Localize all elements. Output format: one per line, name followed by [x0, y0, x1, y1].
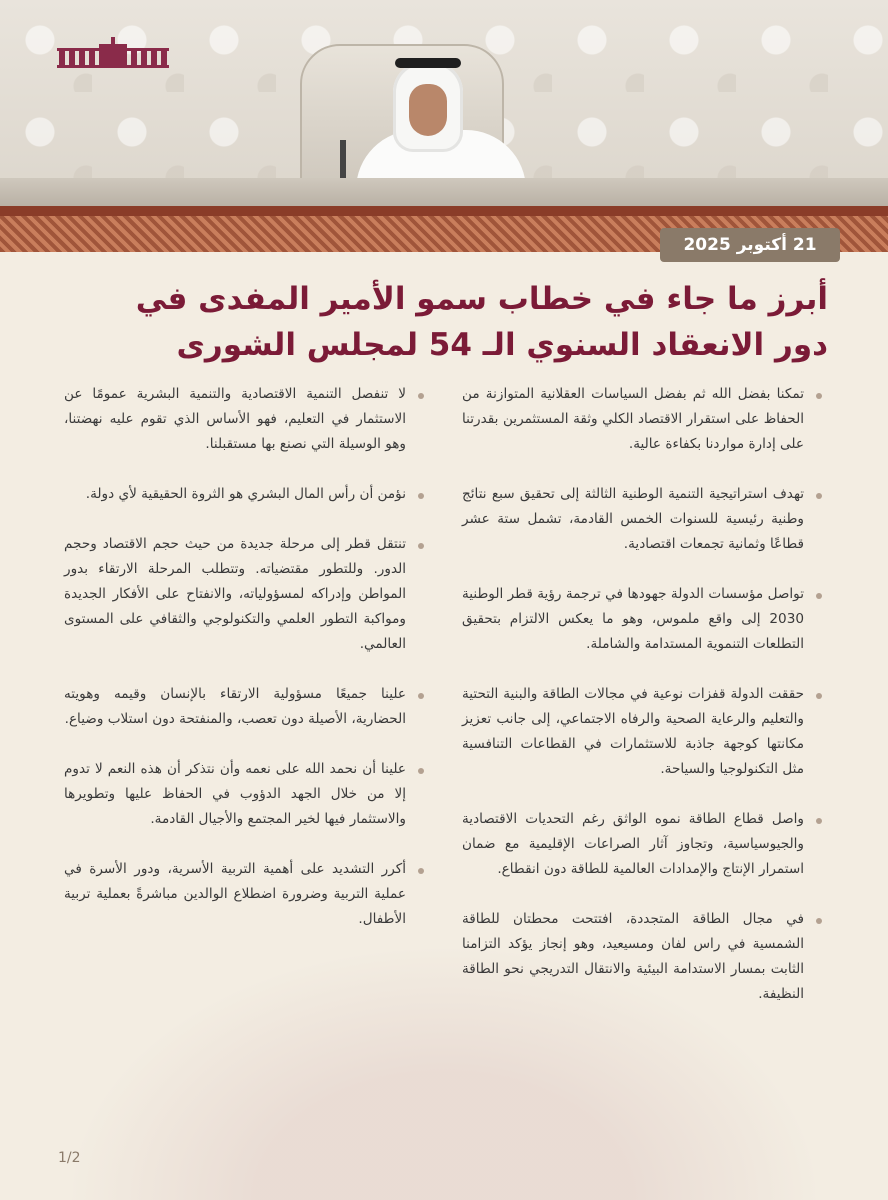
list-item	[64, 757, 424, 832]
list-item-text: تواصل مؤسسات الدولة جهودها في ترجمة رؤية قطر الوطنية 2030 إلى واقع ملموس، وهو ما يعكس الالتزام بتحقيق التطلعات التنموية المستدامة والشاملة.	[462, 586, 804, 652]
bullet-icon	[816, 393, 822, 399]
list-item-text: أكرر التشديد على أهمية التربية الأسرية، ودور الأسرة في عملية التربية وضرورة اضطلاع الوالدين مباشرةً بعملية تربية الأطفال.	[64, 861, 406, 927]
bullet-icon	[418, 868, 424, 874]
list-item-text: واصل قطاع الطاقة نموه الواثق رغم التحديات الاقتصادية والجيوسياسية، وتجاوز آثار الصراعات الإقليمية مع ضمان استمرار الإنتاج والإمدادات العالمية للطاقة دون انقطاع.	[462, 811, 804, 877]
list-item	[462, 582, 822, 657]
bullet-icon	[418, 543, 424, 549]
council-bench	[0, 178, 888, 206]
list-item	[462, 382, 822, 457]
bullet-icon	[816, 818, 822, 824]
list-item	[64, 682, 424, 732]
date-badge: 21 أكتوبر 2025	[660, 228, 840, 262]
speaker-agal	[395, 58, 461, 68]
bullet-icon	[418, 768, 424, 774]
title-line: دور الانعقاد السنوي الـ 54 لمجلس الشورى	[176, 327, 828, 363]
list-item	[64, 532, 424, 657]
list-item-text: علينا أن نحمد الله على نعمه وأن نتذكر أن هذه النعم لا تدوم إلا من خلال الجهد الدؤوب في الحفاظ عليها وتطويرها والاستثمار فيها لخير المجتمع والأجيال القادمة.	[64, 761, 406, 827]
bullet-icon	[816, 593, 822, 599]
list-item	[64, 382, 424, 457]
list-item-text: حققت الدولة قفزات نوعية في مجالات الطاقة والبنية التحتية والتعليم والرعاية الصحية والرفاه الاجتماعي، إلى جانب تعزيز مكانتها كوجهة جاذبة للاستثمارات في القطاعات التنافسية مثل التكنولوجيا والسياحة.	[462, 686, 804, 777]
list-item-text: تهدف استراتيجية التنمية الوطنية الثالثة إلى تحقيق سبع نتائج وطنية رئيسية للسنوات الخمس القادمة، تشمل ستة عشر قطاعًا وثمانية تجمعات اقتصادية.	[462, 486, 804, 552]
list-item	[462, 482, 822, 557]
background-watermark	[0, 900, 888, 1200]
list-item-text: علينا جميعًا مسؤولية الارتقاء بالإنسان وقيمه وهويته الحضارية، الأصيلة دون تعصب، والمنفتحة دون استلاب وضياع.	[64, 686, 406, 727]
bullet-icon	[418, 493, 424, 499]
bullet-icon	[816, 693, 822, 699]
shura-council-logo	[55, 36, 171, 68]
page-number: 1/2	[58, 1150, 81, 1166]
title-line: أبرز ما جاء في خطاب سمو الأمير المفدى في	[135, 281, 828, 317]
list-item-text: لا تنفصل التنمية الاقتصادية والتنمية البشرية عمومًا عن الاستثمار في التعليم، فهو الأساس الذي تقوم عليه نهضتنا، وهو الوسيلة التي نصنع بها مستقبلنا.	[64, 386, 406, 452]
list-item	[462, 807, 822, 882]
bullet-icon	[816, 493, 822, 499]
list-item-text: في مجال الطاقة المتجددة، افتتحت محطتان للطاقة الشمسية في راس لفان ومسيعيد، وهو إنجاز يؤكد التزامنا الثابت بمسار الاستدامة البيئية والانتقال التدريجي نحو الطاقة النظيفة.	[462, 911, 804, 1002]
list-item	[462, 682, 822, 782]
list-item	[64, 482, 424, 507]
speaker-face	[409, 84, 447, 136]
bullet-icon	[418, 393, 424, 399]
bullet-icon	[418, 693, 424, 699]
left-column	[64, 382, 424, 932]
list-item-text: تمكنا بفضل الله ثم بفضل السياسات العقلانية المتوازنة من الحفاظ على استقرار الاقتصاد الكلي وثقة المستثمرين بقدرتنا على إدارة مواردنا بكفاءة عالية.	[462, 386, 804, 452]
hero-photo	[0, 0, 888, 206]
page-title	[48, 276, 828, 368]
list-item-text: تنتقل قطر إلى مرحلة جديدة من حيث حجم الاقتصاد وحجم الدور. وللتطور مقتضياته. وتتطلب المرحلة الارتقاء بدور المواطن وإدراكه لمسؤولياته، والانفتاح على الأفكار الجديدة ومواكبة التطور العلمي والتكنولوجي والثقافي على المستوى العالمي.	[64, 536, 406, 652]
list-item-text: نؤمن أن رأس المال البشري هو الثروة الحقيقية لأي دولة.	[85, 486, 406, 502]
